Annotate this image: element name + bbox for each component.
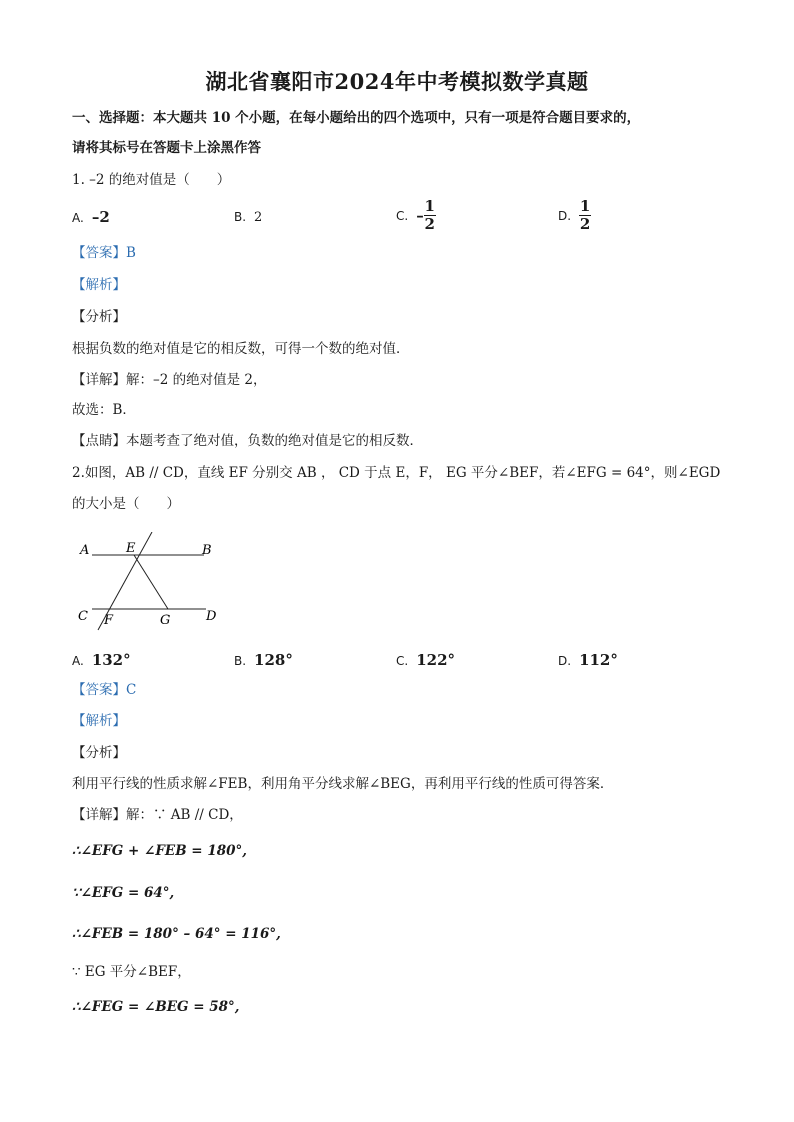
q2-option-d-label: D.: [558, 654, 572, 668]
section-heading-line2: 请将其标号在答题卡上涂黑作答: [72, 140, 261, 156]
q1-option-c: [396, 198, 436, 233]
q2-option-c-value: 122°: [416, 651, 456, 669]
label-b: B: [202, 543, 212, 558]
q2-option-b-label: B.: [234, 654, 247, 668]
q2-option-a-value: 132°: [91, 651, 131, 669]
page-title: 湖北省襄阳市2024年中考模拟数学真题: [205, 69, 589, 94]
q1-option-c-numerator: 1: [424, 197, 435, 215]
q2-detail: 【详解】解：∵ AB // CD，: [72, 807, 243, 823]
q1-option-c-sign: –: [416, 206, 424, 225]
q2-step1: ∴∠EFG + ∠FEB = 180°,: [72, 843, 247, 859]
q1-option-c-denominator: 2: [424, 215, 435, 233]
label-a: A: [80, 543, 90, 558]
label-f: F: [104, 613, 114, 628]
q2-option-b-value: 128°: [254, 651, 293, 669]
q2-analysis-heading: 【解析】: [72, 713, 126, 729]
q1-option-d-fraction: [579, 198, 591, 233]
q1-option-a-label: A.: [72, 211, 84, 225]
q2-step4: ∵ EG 平分∠BEF，: [72, 964, 191, 980]
parallel-lines-diagram: [72, 532, 232, 632]
q2-option-a-label: A.: [72, 654, 84, 668]
q1-option-c-fraction: [424, 198, 436, 233]
q1-fenxi-text: 根据负数的绝对值是它的相反数，可得一个数的绝对值．: [72, 341, 410, 357]
q1-answer: 【答案】B: [72, 245, 136, 261]
q2-option-a: [72, 650, 131, 671]
q1-fenxi-heading: 【分析】: [72, 309, 126, 325]
q2-answer: 【答案】C: [72, 682, 137, 698]
q2-fenxi-heading: 【分析】: [72, 745, 126, 761]
q1-option-b-label: B.: [234, 210, 247, 224]
q2-option-c: [396, 650, 455, 671]
q2-step2: ∵∠EFG = 64°,: [72, 885, 175, 901]
q1-detail: 【详解】解：–2 的绝对值是 2，: [72, 372, 267, 388]
segment-eg: [134, 555, 168, 609]
q1-stem: 1. –2 的绝对值是（ ）: [72, 172, 231, 188]
q1-option-a: [72, 207, 110, 228]
q2-option-b: [234, 650, 293, 671]
q1-choice: 故选：B．: [72, 402, 136, 418]
q2-fenxi-text: 利用平行线的性质求解∠FEB，利用角平分线求解∠BEG，再利用平行线的性质可得答案．: [72, 776, 614, 792]
q1-option-b-value: 2: [254, 210, 263, 225]
label-c: C: [78, 609, 88, 624]
q2-option-c-label: C.: [396, 654, 409, 668]
q1-comment: 【点睛】本题考查了绝对值，负数的绝对值是它的相反数．: [72, 433, 423, 449]
q1-analysis-heading: 【解析】: [72, 277, 126, 293]
q1-option-a-value: –2: [91, 208, 110, 226]
section-heading-line1: 一、选择题：本大题共 10 个小题，在每小题给出的四个选项中，只有一项是符合题目要求的，: [72, 110, 641, 126]
q2-stem-line1: 2.如图，AB // CD，直线 EF 分别交 AB ， CD 于点 E，F， EG 平分∠BEF，若∠EFG = 64°，则∠EGD: [72, 465, 721, 481]
label-d: D: [206, 609, 217, 624]
q1-option-d-label: D.: [558, 208, 572, 223]
q1-option-c-label: C.: [396, 208, 409, 223]
q2-step3: ∴∠FEB = 180° – 64° = 116°,: [72, 926, 281, 942]
q1-option-b: [234, 207, 262, 228]
label-g: G: [160, 613, 171, 628]
q2-option-d-value: 112°: [579, 651, 618, 669]
q1-option-d-denominator: 2: [579, 215, 591, 233]
q2-option-d: [558, 650, 618, 671]
label-e: E: [126, 541, 136, 556]
q1-option-d-numerator: 1: [579, 197, 591, 215]
q1-option-d: [558, 198, 591, 233]
q2-stem-line2: 的大小是（ ）: [72, 496, 180, 512]
q2-step5: ∴∠FEG = ∠BEG = 58°,: [72, 999, 240, 1015]
q2-geometry-figure: [72, 532, 232, 632]
